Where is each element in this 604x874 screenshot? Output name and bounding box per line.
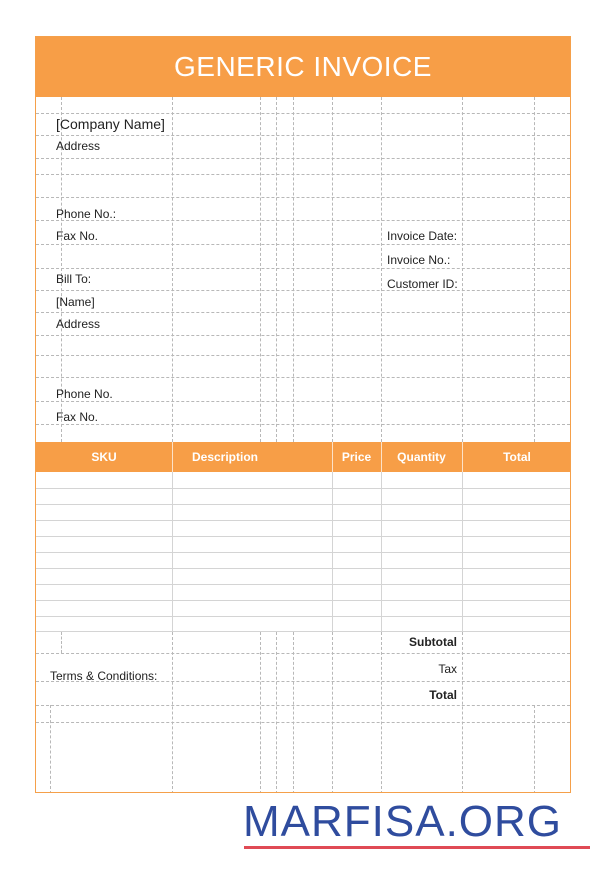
grid-line [36,722,570,723]
watermark-logo: MARFISA.ORG [243,797,563,846]
company-fax-label: Fax No. [56,229,99,243]
grid-line [36,653,570,654]
invoice-sheet [35,36,571,793]
grid-line [172,97,173,442]
grid-line [36,705,570,706]
total-label: Total [429,688,457,702]
grid-line [61,632,62,653]
grid-line [534,705,535,793]
grid-line [36,197,570,198]
invoice-title: GENERIC INVOICE [174,51,432,82]
grid-line [381,632,382,793]
table-row [36,520,570,521]
grid-line [276,97,277,442]
invoice-number-label: Invoice No.: [387,253,451,267]
grid-line [534,97,535,442]
grid-line [36,113,570,114]
grid-line [50,705,51,793]
bill-to-name: [Name] [56,295,95,309]
table-column-divider [462,472,463,632]
header-divider [381,442,382,472]
customer-id-label: Customer ID: [387,277,458,291]
subtotal-label: Subtotal [409,635,457,649]
grid-line [172,632,173,793]
header-divider [332,442,333,472]
table-row [36,600,570,601]
grid-line [36,135,570,136]
grid-line [36,158,570,159]
table-row [36,504,570,505]
totals-section [36,632,570,793]
grid-line [36,355,570,356]
grid-line [36,174,570,175]
grid-line [381,97,382,442]
company-name: [Company Name] [56,116,165,132]
invoice-title-bar [36,37,570,97]
bill-to-phone-label: Phone No. [56,387,113,401]
table-row [36,536,570,537]
column-header-total: Total [503,450,531,464]
table-row [36,488,570,489]
grid-line [332,97,333,442]
terms-label: Terms & Conditions: [50,669,158,683]
grid-line [260,632,261,793]
grid-line [36,312,570,313]
grid-line [293,97,294,442]
table-column-divider [332,472,333,632]
grid-line [36,377,570,378]
table-row [36,568,570,569]
column-header-sku: SKU [91,450,117,464]
bill-to-fax-label: Fax No. [56,410,99,424]
table-column-divider [172,472,173,632]
grid-line [36,424,570,425]
company-address: Address [56,139,101,153]
tax-label: Tax [438,662,457,676]
items-table-body [36,472,570,632]
invoice-date-label: Invoice Date: [387,229,458,243]
grid-line [36,401,570,402]
grid-line [462,97,463,442]
header-divider [172,442,173,472]
grid-line [276,632,277,793]
table-column-divider [381,472,382,632]
table-row [36,552,570,553]
column-header-price: Price [341,450,372,464]
grid-line [36,268,570,269]
column-header-description: Description [191,450,258,464]
grid-line [36,335,570,336]
grid-line [260,97,261,442]
grid-line [36,220,570,221]
company-phone-label: Phone No.: [56,207,117,221]
table-row [36,616,570,617]
bill-to-address: Address [56,317,101,331]
bill-to-label: Bill To: [56,272,92,286]
header-divider [462,442,463,472]
grid-line [36,290,570,291]
grid-line [462,632,463,793]
grid-line [293,632,294,793]
grid-line [332,632,333,793]
column-header-quantity: Quantity [397,450,446,464]
table-row [36,584,570,585]
grid-line [36,244,570,245]
watermark-underline [244,846,590,849]
items-table-header [36,442,570,472]
